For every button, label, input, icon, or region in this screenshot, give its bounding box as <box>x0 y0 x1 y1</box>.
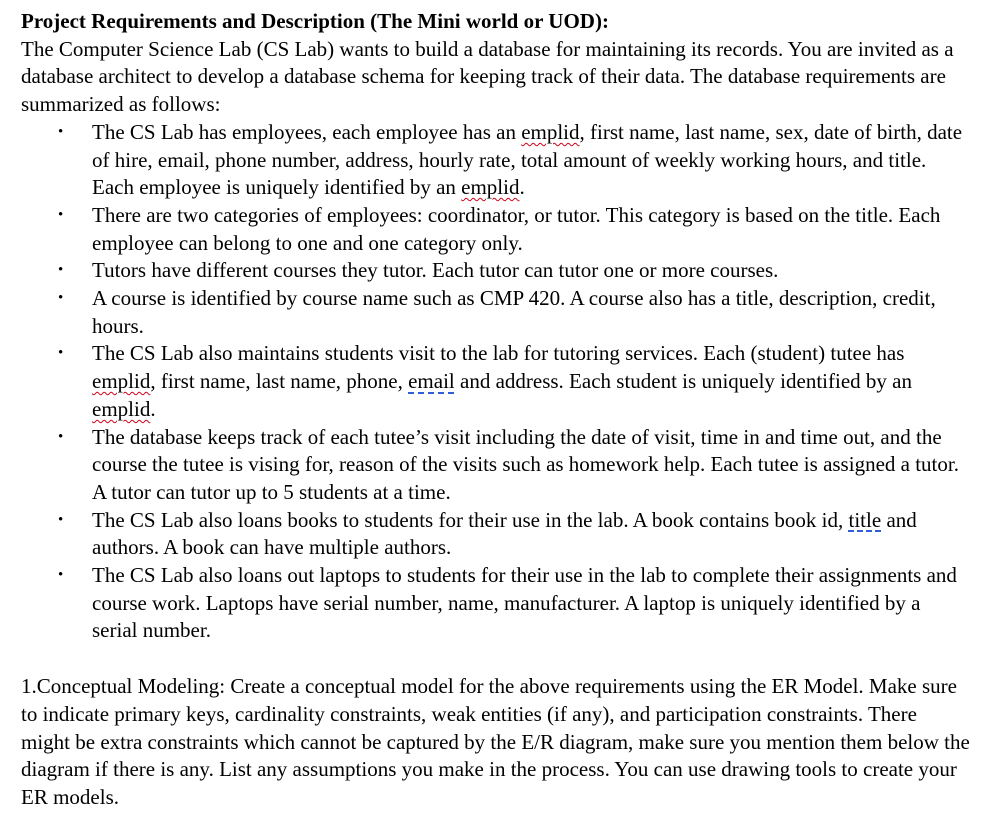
bullet-icon: • <box>58 511 64 528</box>
document-body <box>21 8 971 812</box>
bullet-icon: • <box>58 290 64 307</box>
task-paragraph: 1.Conceptual Modeling: Create a conceptual model for the above requirements using the ER Model. Make sure to indicate primary keys, cardinality constraints, weak entities (if any), and participation constraints. There might be extra constraints which cannot be captured by the E/R diagram, make sure you mention them below the diagram if there is any. List any assumptions you make in the process. You can use drawing tools to create your ER models. <box>21 674 970 809</box>
grammar-flag: title <box>848 507 882 532</box>
spelling-flag: emplid <box>461 175 520 200</box>
list-item: • The database keeps track of each tutee’s visit including the date of visit, time in and time out, and the course the tutee is vising for, reason of the visits such as homework help. Each tutee is assigned a tutor. A tutor can tutor up to 5 students at a time. <box>58 424 959 504</box>
bullet-icon: • <box>58 567 64 584</box>
bullet-icon: • <box>58 123 64 140</box>
intro-paragraph: The Computer Science Lab (CS Lab) wants to build a database for maintaining its records. You are invited as a database architect to develop a database schema for keeping track of their data. The database requirements are summarized as follows: <box>21 36 954 117</box>
requirements-list <box>21 119 971 645</box>
list-item: • There are two categories of employees: coordinator, or tutor. This category is based on the title. Each employee can belong to one and one category only. <box>58 202 941 255</box>
list-item: • The CS Lab has employees, each employee has an emplid, first name, last name, sex, date of birth, date of hire, email, phone number, address, hourly rate, total amount of weekly working hours, and title. Each employee is uniquely identified by an emplid. <box>58 119 963 200</box>
bullet-icon: • <box>58 206 64 223</box>
list-item: • The CS Lab also loans books to students for their use in the lab. A book contains book id, title and authors. A book can have multiple authors. <box>58 507 917 560</box>
list-item: • A course is identified by course name such as CMP 420. A course also has a title, description, credit, hours. <box>58 286 936 338</box>
spelling-flag: emplid <box>521 119 580 144</box>
grammar-flag: email <box>408 369 455 394</box>
list-item: • The CS Lab also loans out laptops to students for their use in the lab to complete their assignments and course work. Laptops have serial number, name, manufacturer. A laptop is uniquely identified by a serial number. <box>58 563 957 643</box>
list-item: • Tutors have different courses they tutor. Each tutor can tutor one or more courses. <box>21 257 971 285</box>
page-title: Project Requirements and Description (The Mini world or UOD): <box>21 9 609 33</box>
spelling-flag: emplid <box>92 396 151 421</box>
bullet-icon: • <box>58 428 64 445</box>
list-item: • The CS Lab also maintains students visit to the lab for tutoring services. Each (student) tutee has emplid, first name, last name, phone, email and address. Each student is uniquely identified by an emplid. <box>58 341 912 421</box>
spelling-flag: emplid <box>92 369 151 394</box>
bullet-icon: • <box>58 262 64 279</box>
bullet-icon: • <box>58 345 64 362</box>
